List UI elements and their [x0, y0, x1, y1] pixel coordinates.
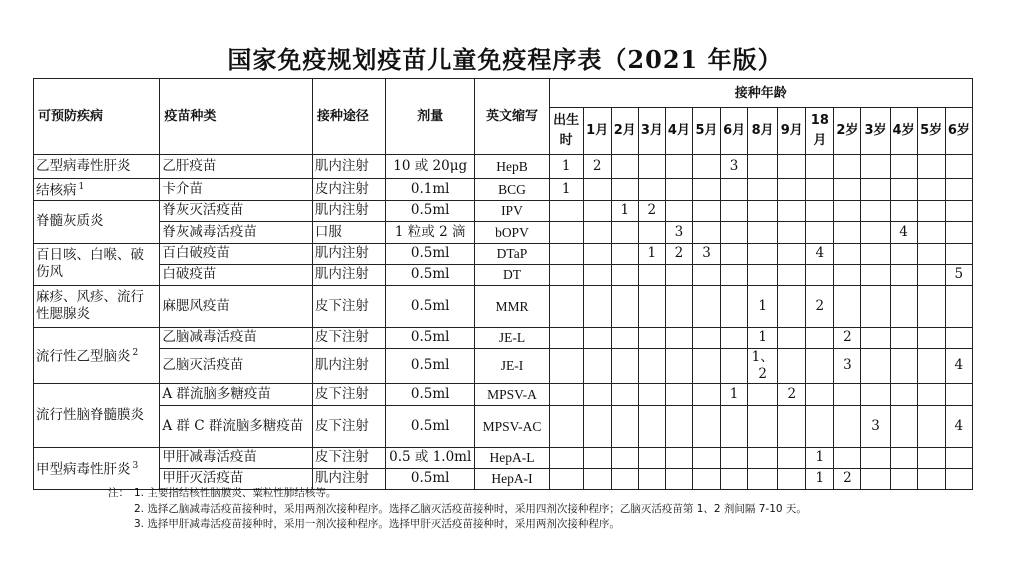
- dose-number-cell: [583, 264, 611, 285]
- dose-number-cell: [583, 221, 611, 243]
- abbr-cell: BCG: [475, 179, 549, 201]
- abbr-cell: DTaP: [475, 243, 549, 264]
- dose-number-cell: [890, 200, 917, 221]
- dose-cell: 0.5ml: [386, 243, 475, 264]
- dose-number-cell: [861, 200, 890, 221]
- dose-number-cell: [692, 383, 720, 405]
- dose-number-cell: [638, 179, 665, 201]
- dose-cell: 0.5ml: [386, 348, 475, 383]
- dose-number-cell: [549, 200, 583, 221]
- dose-number-cell: [890, 348, 917, 383]
- dose-number-cell: [806, 383, 834, 405]
- dose-cell: 0.5ml: [386, 383, 475, 405]
- route-cell: 皮下注射: [312, 327, 385, 348]
- dose-number-cell: [638, 221, 665, 243]
- vaccine-cell: 麻腮风疫苗: [160, 285, 312, 327]
- table-row: [34, 264, 973, 285]
- disease-cell: 百日咳、白喉、破伤风: [34, 243, 160, 285]
- age-header-cell: 6岁: [945, 108, 972, 155]
- dose-number-cell: [778, 285, 806, 327]
- dose-number-cell: [806, 405, 834, 447]
- route-cell: 肌内注射: [312, 243, 385, 264]
- dose-number-cell: [861, 348, 890, 383]
- dose-number-cell: [917, 348, 945, 383]
- dose-number-cell: [665, 383, 692, 405]
- footnote-marker: 2: [132, 347, 139, 358]
- dose-number-cell: [721, 243, 748, 264]
- dose-number-cell: [549, 221, 583, 243]
- dose-cell: 0.5ml: [386, 200, 475, 221]
- dose-number-cell: [665, 179, 692, 201]
- dose-number-cell: [692, 327, 720, 348]
- dose-number-cell: [861, 447, 890, 468]
- dose-number-cell: [917, 200, 945, 221]
- dose-number-cell: [583, 200, 611, 221]
- dose-number-cell: [549, 383, 583, 405]
- dose-number-cell: [638, 285, 665, 327]
- age-header-cell: 5月: [692, 108, 720, 155]
- dose-number-cell: [748, 221, 778, 243]
- dose-number-cell: [665, 405, 692, 447]
- header-route: 接种途径: [312, 79, 385, 155]
- dose-number-cell: [861, 155, 890, 179]
- dose-number-cell: [638, 348, 665, 383]
- disease-cell: 流行性脑脊髓膜炎: [34, 383, 160, 447]
- dose-number-cell: 4: [945, 405, 972, 447]
- age-header-cell: 1月: [583, 108, 611, 155]
- dose-number-cell: 1: [806, 447, 834, 468]
- dose-number-cell: [890, 447, 917, 468]
- age-header-cell: 出生时: [549, 108, 583, 155]
- header-dose: 剂量: [386, 79, 475, 155]
- dose-number-cell: [834, 155, 861, 179]
- header-vaccine: 疫苗种类: [160, 79, 312, 155]
- route-cell: 皮下注射: [312, 383, 385, 405]
- vaccine-cell: 百白破疫苗: [160, 243, 312, 264]
- vaccine-cell: 甲肝灭活疫苗: [160, 468, 312, 489]
- header-abbr: 英文缩写: [475, 79, 549, 155]
- dose-number-cell: 1: [748, 327, 778, 348]
- dose-number-cell: [834, 405, 861, 447]
- dose-number-cell: 3: [834, 348, 861, 383]
- dose-number-cell: [583, 447, 611, 468]
- dose-number-cell: [945, 447, 972, 468]
- dose-number-cell: [721, 348, 748, 383]
- dose-number-cell: [748, 155, 778, 179]
- table-row: [34, 383, 973, 405]
- dose-number-cell: [890, 264, 917, 285]
- dose-number-cell: 1: [549, 155, 583, 179]
- dose-number-cell: [748, 179, 778, 201]
- dose-cell: 0.5ml: [386, 405, 475, 447]
- dose-number-cell: [611, 405, 638, 447]
- dose-number-cell: 2: [834, 327, 861, 348]
- dose-number-cell: [721, 285, 748, 327]
- dose-number-cell: [583, 383, 611, 405]
- abbr-cell: HepA-L: [475, 447, 549, 468]
- route-cell: 皮下注射: [312, 405, 385, 447]
- dose-number-cell: [834, 221, 861, 243]
- disease-cell: 结核病 $^1$: [34, 179, 160, 201]
- dose-number-cell: [890, 285, 917, 327]
- dose-number-cell: 1: [638, 243, 665, 264]
- dose-number-cell: [890, 243, 917, 264]
- dose-number-cell: [778, 221, 806, 243]
- vaccine-cell: 乙脑减毒活疫苗: [160, 327, 312, 348]
- dose-number-cell: [549, 405, 583, 447]
- age-header-cell: 9月: [778, 108, 806, 155]
- age-header-cell: 3月: [638, 108, 665, 155]
- dose-number-cell: [692, 155, 720, 179]
- header-disease: 可预防疾病: [34, 79, 160, 155]
- dose-number-cell: [834, 243, 861, 264]
- table-row: [34, 447, 973, 468]
- dose-number-cell: [583, 179, 611, 201]
- dose-number-cell: [721, 264, 748, 285]
- dose-number-cell: 1: [748, 285, 778, 327]
- dose-number-cell: [721, 405, 748, 447]
- dose-number-cell: 1: [806, 468, 834, 489]
- route-cell: 口服: [312, 221, 385, 243]
- dose-number-cell: [945, 155, 972, 179]
- dose-number-cell: [778, 155, 806, 179]
- footnotes: [108, 486, 807, 533]
- dose-number-cell: [611, 348, 638, 383]
- dose-number-cell: [834, 285, 861, 327]
- dose-number-cell: [917, 405, 945, 447]
- dose-number-cell: [721, 179, 748, 201]
- dose-number-cell: [721, 200, 748, 221]
- dose-number-cell: [692, 405, 720, 447]
- dose-number-cell: [583, 327, 611, 348]
- dose-number-cell: [778, 405, 806, 447]
- dose-number-cell: [917, 155, 945, 179]
- dose-number-cell: [917, 243, 945, 264]
- dose-number-cell: 1、2: [748, 348, 778, 383]
- dose-number-cell: [692, 200, 720, 221]
- abbr-cell: MPSV-AC: [475, 405, 549, 447]
- dose-number-cell: 2: [834, 468, 861, 489]
- dose-number-cell: [890, 468, 917, 489]
- dose-number-cell: [778, 200, 806, 221]
- route-cell: 肌内注射: [312, 348, 385, 383]
- dose-number-cell: [665, 200, 692, 221]
- dose-number-cell: [748, 200, 778, 221]
- dose-number-cell: [748, 243, 778, 264]
- vaccine-cell: 乙肝疫苗: [160, 155, 312, 179]
- dose-number-cell: [861, 243, 890, 264]
- dose-number-cell: [665, 327, 692, 348]
- dose-number-cell: [917, 285, 945, 327]
- footnote-1: 1. 主要指结核性脑膜炎、粟粒性肺结核等。: [134, 487, 337, 499]
- dose-number-cell: [917, 264, 945, 285]
- dose-number-cell: [861, 327, 890, 348]
- dose-number-cell: 2: [806, 285, 834, 327]
- dose-number-cell: [692, 264, 720, 285]
- dose-number-cell: [692, 348, 720, 383]
- dose-number-cell: [638, 405, 665, 447]
- dose-number-cell: [748, 447, 778, 468]
- dose-cell: 1 粒或 2 滴: [386, 221, 475, 243]
- dose-number-cell: 3: [665, 221, 692, 243]
- dose-cell: 0.5ml: [386, 285, 475, 327]
- table-row: [34, 327, 973, 348]
- dose-number-cell: [917, 447, 945, 468]
- dose-number-cell: [834, 264, 861, 285]
- immunization-schedule-table: [33, 78, 973, 490]
- dose-number-cell: [806, 327, 834, 348]
- dose-number-cell: [611, 447, 638, 468]
- dose-number-cell: [583, 348, 611, 383]
- dose-number-cell: [778, 348, 806, 383]
- dose-number-cell: [583, 285, 611, 327]
- dose-number-cell: [665, 155, 692, 179]
- dose-number-cell: [945, 200, 972, 221]
- dose-number-cell: [917, 468, 945, 489]
- dose-number-cell: [748, 383, 778, 405]
- dose-number-cell: [721, 221, 748, 243]
- dose-number-cell: 4: [890, 221, 917, 243]
- dose-cell: 0.1ml: [386, 179, 475, 201]
- table-row: [34, 243, 973, 264]
- vaccine-cell: 乙脑灭活疫苗: [160, 348, 312, 383]
- age-header-cell: 4月: [665, 108, 692, 155]
- dose-number-cell: [721, 447, 748, 468]
- dose-number-cell: [861, 383, 890, 405]
- disease-cell: 流行性乙型脑炎 $^2$: [34, 327, 160, 383]
- dose-cell: 0.5ml: [386, 327, 475, 348]
- age-header-cell: 2岁: [834, 108, 861, 155]
- age-header-cell: 8月: [748, 108, 778, 155]
- dose-number-cell: [583, 243, 611, 264]
- dose-number-cell: [861, 468, 890, 489]
- dose-number-cell: [945, 327, 972, 348]
- dose-number-cell: [861, 285, 890, 327]
- abbr-cell: JE-L: [475, 327, 549, 348]
- table-row: [34, 285, 973, 327]
- vaccine-cell: 脊灰减毒活疫苗: [160, 221, 312, 243]
- age-header-cell: 5岁: [917, 108, 945, 155]
- route-cell: 肌内注射: [312, 200, 385, 221]
- footnote-2: 2. 选择乙脑减毒活疫苗接种时，采用两剂次接种程序。选择乙脑灭活疫苗接种时，采用四剂次接种程序；乙脑灭活疫苗第 1、2 剂间隔 7-10 天。: [134, 502, 807, 515]
- dose-number-cell: [611, 243, 638, 264]
- dose-number-cell: [917, 327, 945, 348]
- dose-number-cell: [748, 264, 778, 285]
- dose-cell: 0.5ml: [386, 468, 475, 489]
- dose-number-cell: [549, 447, 583, 468]
- header-age-group: 接种年龄: [549, 79, 972, 108]
- age-header-cell: 2月: [611, 108, 638, 155]
- page-title: 国家免疫规划疫苗儿童免疫程序表（2021 年版）: [227, 45, 783, 74]
- schedule-body: [34, 155, 973, 490]
- route-cell: 肌内注射: [312, 264, 385, 285]
- dose-number-cell: [945, 468, 972, 489]
- dose-number-cell: [692, 285, 720, 327]
- dose-number-cell: [665, 447, 692, 468]
- dose-number-cell: [806, 348, 834, 383]
- disease-cell: 甲型病毒性肝炎 $^3$: [34, 447, 160, 489]
- dose-number-cell: 5: [945, 264, 972, 285]
- dose-number-cell: [692, 221, 720, 243]
- dose-number-cell: [806, 200, 834, 221]
- dose-number-cell: [665, 285, 692, 327]
- dose-number-cell: [638, 264, 665, 285]
- abbr-cell: DT: [475, 264, 549, 285]
- vaccine-cell: 脊灰灭活疫苗: [160, 200, 312, 221]
- vaccine-cell: 白破疫苗: [160, 264, 312, 285]
- dose-number-cell: [611, 179, 638, 201]
- vaccine-cell: 甲肝减毒活疫苗: [160, 447, 312, 468]
- age-header-cell: 4岁: [890, 108, 917, 155]
- footnote-3: 3. 选择甲肝减毒活疫苗接种时，采用一剂次接种程序。选择甲肝灭活疫苗接种时，采用两剂次接种程序。: [134, 518, 620, 530]
- dose-number-cell: [806, 179, 834, 201]
- dose-number-cell: [861, 221, 890, 243]
- dose-number-cell: [611, 327, 638, 348]
- dose-number-cell: [778, 264, 806, 285]
- dose-number-cell: 1: [721, 383, 748, 405]
- age-header-cell: 6月: [721, 108, 748, 155]
- dose-number-cell: [638, 327, 665, 348]
- dose-number-cell: [890, 383, 917, 405]
- dose-number-cell: [917, 383, 945, 405]
- dose-number-cell: [778, 243, 806, 264]
- dose-number-cell: [778, 327, 806, 348]
- dose-number-cell: [611, 383, 638, 405]
- table-row: [34, 200, 973, 221]
- route-cell: 皮下注射: [312, 285, 385, 327]
- vaccine-cell: 卡介苗: [160, 179, 312, 201]
- abbr-cell: JE-I: [475, 348, 549, 383]
- dose-number-cell: 3: [861, 405, 890, 447]
- dose-number-cell: [611, 221, 638, 243]
- abbr-cell: MPSV-A: [475, 383, 549, 405]
- dose-number-cell: 4: [806, 243, 834, 264]
- vaccine-cell: A 群 C 群流脑多糖疫苗: [160, 405, 312, 447]
- dose-number-cell: [549, 243, 583, 264]
- dose-number-cell: [778, 447, 806, 468]
- dose-number-cell: [721, 327, 748, 348]
- dose-number-cell: 3: [721, 155, 748, 179]
- dose-number-cell: [945, 221, 972, 243]
- dose-number-cell: [890, 179, 917, 201]
- table-row: [34, 348, 973, 383]
- dose-number-cell: 2: [583, 155, 611, 179]
- footnote-marker: 3: [132, 460, 139, 471]
- dose-number-cell: 4: [945, 348, 972, 383]
- table-row: [34, 221, 973, 243]
- table-row: [34, 179, 973, 201]
- age-header-cell: 18月: [806, 108, 834, 155]
- dose-number-cell: [692, 447, 720, 468]
- abbr-cell: HepA-I: [475, 468, 549, 489]
- dose-number-cell: [583, 405, 611, 447]
- dose-number-cell: 1: [549, 179, 583, 201]
- abbr-cell: MMR: [475, 285, 549, 327]
- vaccine-cell: A 群流脑多糖疫苗: [160, 383, 312, 405]
- dose-number-cell: [638, 383, 665, 405]
- table-row: [34, 405, 973, 447]
- footnote-marker: 1: [78, 182, 85, 192]
- dose-number-cell: [611, 155, 638, 179]
- dose-number-cell: 2: [778, 383, 806, 405]
- dose-number-cell: [638, 447, 665, 468]
- disease-cell: 脊髓灰质炎: [34, 200, 160, 243]
- dose-cell: 10 或 20μg: [386, 155, 475, 179]
- dose-number-cell: [861, 179, 890, 201]
- dose-number-cell: 1: [611, 200, 638, 221]
- dose-number-cell: [638, 155, 665, 179]
- route-cell: 皮下注射: [312, 447, 385, 468]
- dose-number-cell: [890, 327, 917, 348]
- dose-cell: 0.5 或 1.0ml: [386, 447, 475, 468]
- disease-cell: 麻疹、风疹、流行性腮腺炎: [34, 285, 160, 327]
- dose-number-cell: [611, 285, 638, 327]
- dose-number-cell: [549, 327, 583, 348]
- dose-number-cell: [549, 285, 583, 327]
- dose-number-cell: [834, 447, 861, 468]
- notes-prefix: 注：: [108, 487, 129, 499]
- dose-number-cell: [917, 221, 945, 243]
- dose-number-cell: [834, 383, 861, 405]
- dose-number-cell: [945, 243, 972, 264]
- abbr-cell: bOPV: [475, 221, 549, 243]
- abbr-cell: IPV: [475, 200, 549, 221]
- dose-number-cell: [611, 264, 638, 285]
- dose-number-cell: [665, 264, 692, 285]
- dose-number-cell: [806, 221, 834, 243]
- dose-number-cell: 2: [638, 200, 665, 221]
- dose-number-cell: [806, 264, 834, 285]
- dose-number-cell: [861, 264, 890, 285]
- dose-number-cell: [834, 200, 861, 221]
- dose-number-cell: [692, 179, 720, 201]
- dose-number-cell: [945, 383, 972, 405]
- dose-number-cell: [549, 348, 583, 383]
- disease-cell: 乙型病毒性肝炎: [34, 155, 160, 179]
- table-row: [34, 155, 973, 179]
- route-cell: 肌内注射: [312, 155, 385, 179]
- dose-number-cell: 3: [692, 243, 720, 264]
- dose-number-cell: [549, 264, 583, 285]
- dose-number-cell: [890, 155, 917, 179]
- route-cell: 肌内注射: [312, 468, 385, 489]
- dose-cell: 0.5ml: [386, 264, 475, 285]
- dose-number-cell: [945, 285, 972, 327]
- dose-number-cell: [945, 179, 972, 201]
- dose-number-cell: [665, 348, 692, 383]
- abbr-cell: HepB: [475, 155, 549, 179]
- dose-number-cell: [778, 179, 806, 201]
- dose-number-cell: [806, 155, 834, 179]
- dose-number-cell: [834, 179, 861, 201]
- dose-number-cell: [748, 405, 778, 447]
- dose-number-cell: [917, 179, 945, 201]
- age-header-cell: 3岁: [861, 108, 890, 155]
- dose-number-cell: 2: [665, 243, 692, 264]
- route-cell: 皮内注射: [312, 179, 385, 201]
- dose-number-cell: [890, 405, 917, 447]
